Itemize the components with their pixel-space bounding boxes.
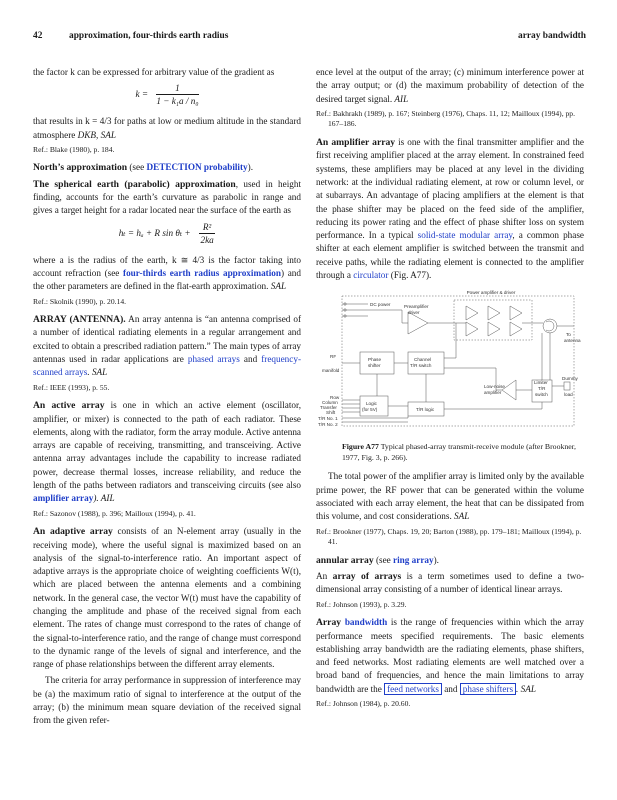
header-right-term: array bandwidth [518,31,586,41]
label-to: To [566,332,571,338]
right-column [316,66,584,716]
paragraph-intro: the factor k can be expressed for arbitrary value of the gradient as [33,67,275,77]
transmit-receive-module-schematic [316,286,584,436]
label-dc-power: DC power [370,302,391,308]
reference-sazonov: Ref.: Sazonov (1988), p. 396; Mailloux (1994), p. 41. [33,508,196,518]
label-low-noise: Low-noise [484,384,505,390]
label-power-amp: Power amplifier & driver [466,290,516,296]
power-amp-area [454,300,532,340]
label-amplifier: amplifier [484,390,502,396]
paragraph-total-power: The total power of the amplifier array is limited only by the available prime power, the RF power that can be generated within the volume associated with each array element, the heat that can be dissipated from this volume, and cost considerations. SAL [316,471,584,522]
equation-k-fraction [156,82,198,107]
label-trno1: T/R No. 1 [318,416,338,422]
paragraph-where: where a is the radius of the earth, k ≅ 4/3 is the factor taking into account refraction (see four-thirds earth radius approximation) and the other parameters are defined in the flat-earth approximation. SAL [33,254,301,292]
link-four-thirds-earth-radius[interactable]: four-thirds earth radius approximation [123,267,282,278]
label-phase: Phase [368,357,382,363]
entry-active-array: An active array is one in which an active element (oscillator, amplifier, or mixer) is connected to the path of each radiator. These elements, along with the radiator, form the array module. Active antenna arrays are capable of receiving, transmitting, and transceiving. Active antenna array advantages include the capability to increase radiated power, decrease thermal losses, increase reliability, and reduce the length of the paths between radiators and transceiving circuits (see also amplifier array). AIL [33,400,301,504]
reference-johnson-1984: Ref.: Johnson (1984), p. 20.60. [316,698,411,708]
label-shifter: shifter [368,363,381,369]
link-amplifier-array[interactable]: amplifier array [33,493,94,504]
reference-bakhrakh: Ref.: Bakhrakh (1989), p. 167; Steinberg (1976), Chaps. 11, 12; Mailloux (1994), pp. 167–186. [316,108,575,129]
equation-height-denominator: 2ka [200,234,214,245]
label-load: load [564,392,573,398]
link-frequency-scanned-arrays[interactable]: frequency-scanned arrays [33,354,302,378]
paragraph-after-eq1: that results in k = 4/3 for paths at low or medium altitude in the standard atmosphere DKB, SAL [33,116,301,140]
page-number: 42 [33,31,43,41]
logic-box [360,396,388,416]
label-driver: driver [408,310,420,316]
reference-johnson-1993: Ref.: Johnson (1993), p. 3.29. [316,599,407,609]
link-detection-probability[interactable]: DETECTION probability [146,162,248,173]
lna-triangle [502,380,516,400]
reference-skolnik: Ref.: Skolnik (1990), p. 20.14. [33,296,127,306]
paragraph-criteria: The criteria for array performance in suppression of interference may be (a) the maximum ratio of signal to interference at the output of the array; (b) the minimum mean square deviation of the received signal from the given refer- [33,675,301,726]
reference-ieee: Ref.: IEEE (1993), p. 55. [33,382,110,392]
reference-brookner: Ref.: Brookner (1977), Chaps. 19, 20; Barton (1988), pp. 179–181; Mailloux (1994), p. 41. [316,526,582,547]
link-circulator[interactable]: circulator [353,270,389,281]
entry-array-bandwidth: Array bandwidth is the range of frequencies within which the array performance meets specified requirements. The basic elements establishing array bandwidth are the radiating elements, phase shifters, and feed networks. Most radiating elements are well matched over a broad band of frequencies, and hence the main limitations to array bandwidth are the feed networks and phase shifters . SAL [316,617,584,694]
entry-norths-approximation: North’s approximation (see DETECTION probability). [33,162,254,174]
entry-adaptive-array: An adaptive array consists of an N-element array (usually in the receiving mode), where the useful signal is maximized based on an analysis of the signal-to-interference ratio. An important aspect of adaptive arrays is the appropriate choice of weighting coefficients W(t), which are placed between the antenna elements and a combining network. In the general case, the vector W(t) must have the capability of changing the amplitude and phase of the received signal from each element. The rates of change must correspond to the rates of change of the signal-to-interference ratio, and the range of change must correspond to the dynamic range of the levels of signal and interference, and the range of phase relationships between the different array elements. [33,526,301,670]
label-trno2: T/R No. 2 [318,422,338,428]
label-tr: T/R [538,386,546,392]
label-column: Column [322,400,338,406]
label-antenna: antenna [564,338,581,344]
label-manifold: manifold [322,368,340,374]
label-dummy: Dummy [562,376,578,382]
header-left-term: approximation, four-thirds earth radius [69,31,229,41]
link-bandwidth[interactable]: bandwidth [344,617,388,628]
label-rf: RF [330,354,337,360]
equation-height [33,221,301,249]
equation-k [33,82,301,110]
left-column [33,66,301,731]
label-tr-switch: T/R switch [410,363,432,369]
reference-blake: Ref.: Blake (1980), p. 184. [33,144,115,154]
entry-array-antenna: ARRAY (ANTENNA). An array antenna is “an antenna comprised of a number of identical radiating elements in a regular arrangement and excited to obtain a prescribed radiation pattern.” The main types of array antennas used in radar applications are phased arrays and frequency-scanned arrays. SAL [33,314,302,378]
entry-amplifier-array: An amplifier array is one with the final transmitter amplifier and the first receiving amplifier placed at the array element. In constrained feed systems, these amplifiers may be placed at any level in the dividing network: at the individual radiating element, at row or column level, or at subarrays. An advantage of placing amplifiers at the element is that the phase shifter may be placed on the feed side of the amplifier, reducing its power rating and the effect of phase shifter loss on system performance. In a typical solid-state modular array, a common phase shifter at each element amplifier is switched between the transmit and receive paths, while the radiating element is connected to the amplifier through a circulator (Fig. A77). [316,137,584,281]
equation-k-lhs: k = [135,89,149,100]
equation-height-numerator: R² [199,221,215,234]
label-shift: Shift [326,410,336,416]
label-switch: switch [535,392,548,398]
link-phase-shifters[interactable]: phase shifters [460,683,516,695]
preamp-triangle [408,312,428,334]
paragraph-continued: ence level at the output of the array; (c) minimum interference power at the array output; or (d) the maximum probability of detection of the desired target signal. AIL [316,67,584,104]
label-for5v: (for 5V) [362,407,378,413]
entry-spherical-earth: The spherical earth (parabolic) approximation, used in height finding, accounts for the earth’s curvature as parabolic in range and gives a target height for a radar located near the surface of the earth as [33,178,301,216]
link-solid-state-modular-array[interactable]: solid-state modular array [417,230,513,241]
running-header [33,31,586,45]
figure-a77-diagram [316,286,584,436]
label-logic: Logic [366,401,377,407]
equation-height-fraction [199,221,215,246]
equation-k-denominator: 1 − k₁a / n₀ [156,96,199,107]
label-preamplifier: Preamplifier [404,304,429,310]
entry-array-of-arrays: An array of arrays is a term sometimes used to define a two-dimensional array consisting of a number of identical linear arrays. [316,571,584,595]
label-limiter: Limiter [534,380,548,386]
link-feed-networks[interactable]: feed networks [384,683,442,695]
equation-k-numerator: 1 [156,82,198,95]
label-transfer: Transfer [320,405,337,411]
entry-annular-array: annular array (see ring array). [316,554,439,566]
label-row: Row [330,395,340,401]
label-channel: Channel [414,357,432,363]
link-ring-array[interactable]: ring array [393,554,434,565]
figure-caption: Figure A77 Typical phased-array transmit-receive module (after Brookner, 1977, Fig. 3, p. 266). [342,442,576,462]
equation-height-lhs: hₜ = hₐ + R sin θₜ + [118,227,191,238]
label-tr-logic: T/R logic [416,407,435,413]
link-phased-arrays[interactable]: phased arrays [187,354,240,365]
